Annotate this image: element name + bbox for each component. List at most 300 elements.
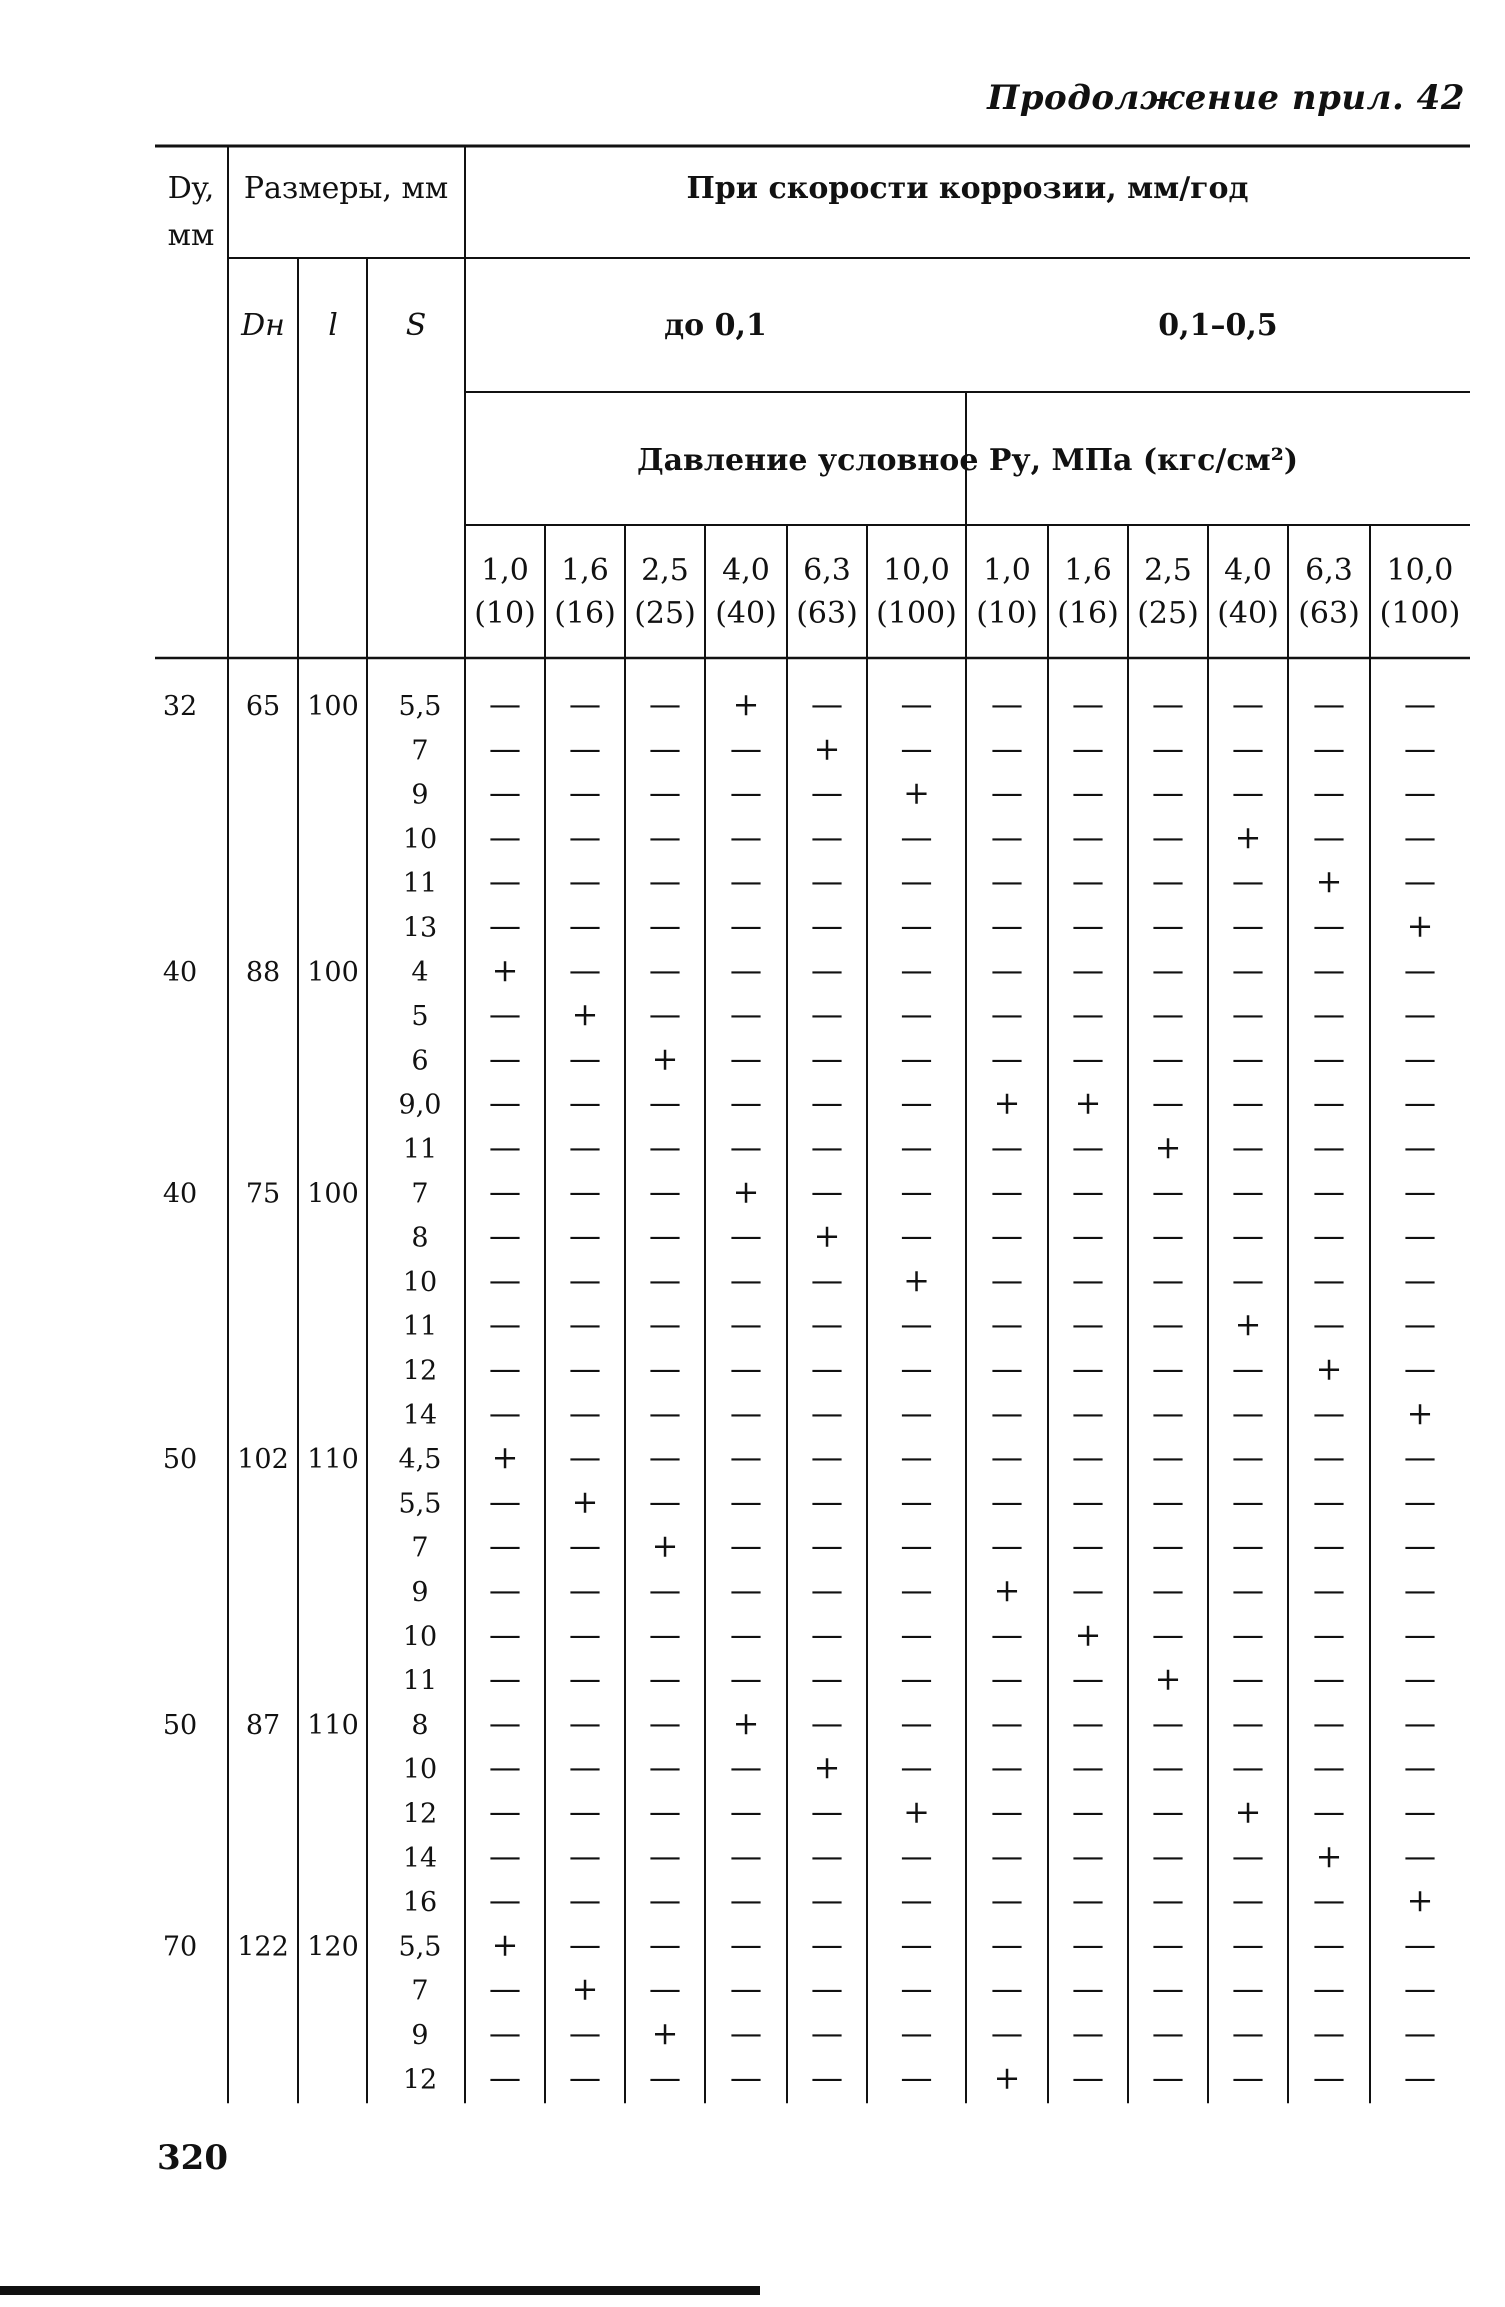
- cell-dy: 70: [162, 1931, 198, 1963]
- cell-minus: —: [900, 817, 933, 856]
- cell-minus: —: [649, 950, 681, 989]
- cell-minus: —: [1152, 1349, 1184, 1388]
- cell-plus: +: [1315, 1836, 1343, 1875]
- cell-minus: —: [900, 1128, 933, 1166]
- cell-minus: —: [730, 1969, 762, 2008]
- cell-s: 6: [411, 1045, 429, 1077]
- cell-s: 11: [402, 1311, 438, 1343]
- cell-minus: —: [569, 1571, 601, 1609]
- cell-plus: +: [1406, 906, 1434, 945]
- cell-minus: —: [730, 1659, 762, 1698]
- cell-minus: —: [649, 1836, 681, 1875]
- cell-minus: —: [489, 1748, 521, 1787]
- cell-minus: —: [1404, 685, 1436, 723]
- cell-minus: —: [991, 906, 1023, 945]
- cell-minus: —: [1152, 1748, 1184, 1787]
- cell-s: 10: [402, 1754, 438, 1786]
- cell-minus: —: [489, 685, 521, 723]
- cell-minus: —: [649, 1083, 681, 1122]
- cell-minus: —: [811, 1571, 843, 1609]
- cell-minus: —: [569, 1792, 601, 1831]
- cell-plus: +: [993, 1571, 1021, 1609]
- header-dy-unit: мм: [167, 218, 215, 253]
- table-row: [403, 1748, 1436, 1786]
- cell-minus: —: [489, 1659, 521, 1698]
- cell-plus: +: [491, 1925, 519, 1964]
- cell-minus: —: [991, 1659, 1023, 1698]
- cell-minus: —: [1404, 1792, 1436, 1831]
- cell-minus: —: [1313, 1393, 1345, 1432]
- cell-minus: —: [649, 817, 681, 856]
- cell-minus: —: [649, 1969, 681, 2008]
- cell-s: 9: [411, 779, 429, 811]
- cell-minus: —: [1404, 995, 1436, 1034]
- header-dy: Dy,: [167, 171, 215, 206]
- cell-minus: —: [1313, 1748, 1345, 1787]
- cell-minus: —: [900, 1615, 933, 1654]
- cell-minus: —: [730, 1128, 762, 1166]
- cell-l: 120: [307, 1931, 359, 1963]
- table-row: [403, 862, 1436, 900]
- cell-s: 12: [402, 1355, 438, 1387]
- cell-minus: —: [1404, 1703, 1436, 1742]
- cell-minus: —: [1232, 1881, 1264, 1920]
- cell-minus: —: [900, 1836, 933, 1875]
- table-row: [163, 1704, 1436, 1742]
- cell-minus: —: [991, 1260, 1023, 1299]
- cell-minus: —: [900, 950, 933, 989]
- cell-minus: —: [811, 685, 843, 723]
- cell-minus: —: [649, 1571, 681, 1609]
- table-row: [411, 1970, 1436, 2008]
- cell-minus: —: [730, 1881, 762, 1920]
- cell-minus: —: [811, 1039, 843, 1078]
- group-high-corrosion: 0,1–0,5: [1158, 308, 1278, 343]
- cell-minus: —: [1232, 1083, 1264, 1122]
- cell-s: 11: [402, 868, 438, 900]
- cell-minus: —: [489, 773, 521, 812]
- cell-minus: —: [569, 729, 601, 768]
- cell-minus: —: [1404, 1438, 1436, 1477]
- cell-minus: —: [900, 1349, 933, 1388]
- cell-plus: +: [1406, 1881, 1434, 1920]
- cell-minus: —: [569, 2058, 601, 2097]
- cell-dn: 122: [237, 1931, 289, 1963]
- table-row: [163, 685, 1436, 723]
- cell-l: 100: [307, 956, 359, 988]
- cell-minus: —: [1404, 1260, 1436, 1299]
- cell-minus: —: [1313, 817, 1345, 856]
- table-row: [403, 1261, 1436, 1299]
- cell-minus: —: [1072, 1925, 1104, 1964]
- cell-minus: —: [569, 685, 601, 723]
- pressure-kgs: (25): [1137, 596, 1199, 631]
- cell-minus: —: [1232, 2058, 1264, 2097]
- cell-minus: —: [1152, 685, 1184, 723]
- pressure-kgs: (100): [876, 596, 957, 631]
- pressure-mpa: 2,5: [1144, 553, 1192, 588]
- cell-dn: 87: [245, 1709, 281, 1741]
- cell-minus: —: [991, 1482, 1023, 1521]
- cell-minus: —: [900, 1393, 933, 1432]
- cell-minus: —: [730, 2014, 762, 2052]
- cell-minus: —: [811, 950, 843, 989]
- cell-plus: +: [651, 1039, 679, 1078]
- cell-minus: —: [1072, 906, 1104, 945]
- cell-minus: —: [991, 1615, 1023, 1654]
- cell-minus: —: [649, 685, 681, 723]
- cell-minus: —: [649, 2058, 681, 2097]
- pressure-kgs: (63): [796, 596, 858, 631]
- cell-minus: —: [1232, 773, 1264, 812]
- cell-minus: —: [991, 1792, 1023, 1831]
- cell-minus: —: [1232, 1216, 1264, 1255]
- cell-minus: —: [1232, 1482, 1264, 1521]
- cell-minus: —: [1404, 1216, 1436, 1255]
- cell-minus: —: [811, 906, 843, 945]
- cell-l: 100: [307, 691, 359, 722]
- cell-plus: +: [732, 1703, 760, 1742]
- cell-minus: —: [649, 1349, 681, 1388]
- cell-minus: —: [1232, 1526, 1264, 1565]
- cell-minus: —: [1404, 1083, 1436, 1122]
- cell-minus: —: [1313, 1305, 1345, 1344]
- cell-minus: —: [1232, 729, 1264, 768]
- table-row: [411, 1039, 1436, 1077]
- cell-minus: —: [1404, 1349, 1436, 1388]
- cell-s: 5,5: [398, 691, 442, 722]
- pressure-mpa: 1,6: [561, 553, 609, 588]
- cell-minus: —: [1072, 1260, 1104, 1299]
- cell-minus: —: [991, 1703, 1023, 1742]
- cell-minus: —: [1072, 1438, 1104, 1477]
- cell-minus: —: [1152, 773, 1184, 812]
- cell-minus: —: [1152, 995, 1184, 1034]
- cell-minus: —: [730, 950, 762, 989]
- cell-minus: —: [900, 906, 933, 945]
- cell-minus: —: [900, 1305, 933, 1344]
- cell-dy: 40: [162, 956, 198, 988]
- cell-minus: —: [811, 1172, 843, 1211]
- table-row: [403, 1615, 1436, 1653]
- cell-l: 110: [307, 1444, 359, 1476]
- cell-minus: —: [730, 1748, 762, 1787]
- cell-minus: —: [730, 1482, 762, 1521]
- pressure-mpa: 1,0: [481, 553, 529, 588]
- cell-minus: —: [1232, 2014, 1264, 2052]
- cell-minus: —: [649, 1703, 681, 1742]
- cell-minus: —: [991, 2014, 1023, 2052]
- cell-minus: —: [811, 1305, 843, 1344]
- table-row: [411, 1527, 1436, 1565]
- cell-minus: —: [1232, 1659, 1264, 1698]
- cell-minus: —: [569, 1925, 601, 1964]
- cell-minus: —: [1152, 1615, 1184, 1654]
- pressure-mpa: 6,3: [1305, 553, 1353, 588]
- cell-minus: —: [900, 1216, 933, 1255]
- cell-minus: —: [1072, 1526, 1104, 1565]
- cell-plus: +: [993, 2058, 1021, 2097]
- cell-s: 7: [411, 1975, 429, 2007]
- cell-plus: +: [903, 1792, 930, 1831]
- cell-minus: —: [1404, 2014, 1436, 2052]
- cell-minus: —: [730, 1438, 762, 1477]
- cell-minus: —: [649, 862, 681, 901]
- table-row: [163, 1172, 1436, 1210]
- cell-minus: —: [1404, 729, 1436, 768]
- cell-minus: —: [900, 1039, 933, 1078]
- cell-minus: —: [1313, 1216, 1345, 1255]
- cell-minus: —: [900, 1526, 933, 1565]
- cell-minus: —: [569, 1836, 601, 1875]
- cell-minus: —: [1313, 1172, 1345, 1211]
- cell-minus: —: [569, 1260, 601, 1299]
- cell-plus: +: [1234, 817, 1262, 856]
- cell-minus: —: [730, 1526, 762, 1565]
- cell-minus: —: [900, 1482, 933, 1521]
- cell-minus: —: [730, 906, 762, 945]
- cell-minus: —: [489, 1039, 521, 1078]
- cell-minus: —: [811, 1969, 843, 2008]
- pressure-kgs: (16): [1057, 596, 1119, 631]
- cell-minus: —: [730, 1083, 762, 1122]
- cell-minus: —: [1152, 1039, 1184, 1078]
- cell-minus: —: [1313, 1571, 1345, 1609]
- cell-minus: —: [991, 1836, 1023, 1875]
- cell-minus: —: [1232, 1925, 1264, 1964]
- cell-minus: —: [649, 1792, 681, 1831]
- header-sizes: Размеры, мм: [243, 171, 449, 206]
- cell-minus: —: [1152, 1571, 1184, 1609]
- cell-minus: —: [1072, 1482, 1104, 1521]
- cell-minus: —: [1072, 1172, 1104, 1211]
- cell-s: 9: [411, 1577, 429, 1608]
- cell-plus: +: [1154, 1128, 1182, 1166]
- cell-minus: —: [991, 817, 1023, 856]
- cell-minus: —: [489, 1393, 521, 1432]
- cell-minus: —: [569, 1349, 601, 1388]
- cell-minus: —: [649, 729, 681, 768]
- cell-minus: —: [991, 1393, 1023, 1432]
- pressure-mpa: 6,3: [803, 553, 851, 588]
- cell-minus: —: [900, 685, 933, 723]
- cell-minus: —: [1152, 1172, 1184, 1211]
- cell-minus: —: [1072, 1748, 1104, 1787]
- cell-minus: —: [1072, 1349, 1104, 1388]
- cell-minus: —: [489, 1083, 521, 1122]
- cell-minus: —: [569, 1039, 601, 1078]
- cell-plus: +: [1234, 1792, 1262, 1831]
- cell-minus: —: [489, 1260, 521, 1299]
- cell-minus: —: [811, 1482, 843, 1521]
- cell-minus: —: [1232, 1969, 1264, 2008]
- cell-minus: —: [569, 1305, 601, 1344]
- cell-minus: —: [1232, 1438, 1264, 1477]
- cell-minus: —: [730, 1393, 762, 1432]
- cell-minus: —: [649, 1216, 681, 1255]
- cell-minus: —: [1404, 817, 1436, 856]
- cell-minus: —: [489, 2014, 521, 2052]
- cell-minus: —: [991, 1748, 1023, 1787]
- cell-minus: —: [1404, 1482, 1436, 1521]
- cell-minus: —: [569, 950, 601, 989]
- cell-s: 5,5: [398, 1488, 442, 1520]
- cell-minus: —: [489, 817, 521, 856]
- cell-minus: —: [489, 995, 521, 1034]
- cell-minus: —: [900, 2058, 933, 2097]
- table-row: [163, 951, 1436, 989]
- pressure-kgs: (63): [1298, 596, 1360, 631]
- cell-minus: —: [991, 862, 1023, 901]
- cell-plus: +: [571, 995, 599, 1034]
- cell-minus: —: [1404, 1925, 1436, 1964]
- pressure-kgs: (100): [1379, 596, 1461, 631]
- cell-minus: —: [1404, 950, 1436, 989]
- cell-plus: +: [813, 1748, 841, 1787]
- cell-minus: —: [991, 773, 1023, 812]
- cell-minus: —: [1072, 685, 1104, 723]
- cell-minus: —: [900, 729, 933, 768]
- cell-minus: —: [1404, 1571, 1436, 1609]
- cell-s: 13: [402, 912, 438, 944]
- cell-s: 7: [411, 1178, 429, 1210]
- cell-s: 12: [402, 2064, 438, 2096]
- cell-minus: —: [730, 773, 762, 812]
- cell-s: 7: [411, 1532, 429, 1564]
- cell-minus: —: [649, 1482, 681, 1521]
- cell-plus: +: [732, 685, 760, 723]
- cell-plus: +: [732, 1172, 760, 1211]
- cell-minus: —: [991, 729, 1023, 768]
- cell-minus: —: [811, 1659, 843, 1698]
- cell-minus: —: [649, 773, 681, 812]
- cell-plus: +: [813, 1216, 841, 1255]
- table-row: [403, 1305, 1436, 1343]
- table-row: [411, 774, 1436, 812]
- cell-minus: —: [811, 1792, 843, 1831]
- cell-minus: —: [1404, 1526, 1436, 1565]
- cell-minus: —: [489, 1969, 521, 2008]
- cell-dy: 50: [162, 1444, 198, 1476]
- cell-s: 7: [411, 735, 429, 767]
- table-row: [403, 907, 1434, 945]
- cell-minus: —: [569, 1393, 601, 1432]
- cell-minus: —: [569, 1748, 601, 1787]
- cell-minus: —: [569, 1526, 601, 1565]
- cell-minus: —: [730, 1925, 762, 1964]
- cell-minus: —: [1404, 1172, 1436, 1211]
- cell-minus: —: [991, 1925, 1023, 1964]
- cell-minus: —: [1404, 1039, 1436, 1078]
- cell-minus: —: [489, 1881, 521, 1920]
- table-row: [403, 1881, 1434, 1919]
- cell-minus: —: [1313, 1438, 1345, 1477]
- table-row: [403, 1128, 1436, 1166]
- cell-minus: —: [489, 862, 521, 901]
- cell-minus: —: [1152, 1969, 1184, 2008]
- header-l: l: [328, 308, 338, 343]
- pressure-kgs: (40): [1217, 596, 1279, 631]
- cell-minus: —: [1313, 1615, 1345, 1654]
- cell-minus: —: [569, 1083, 601, 1122]
- cell-minus: —: [1152, 862, 1184, 901]
- cell-minus: —: [1404, 1128, 1436, 1166]
- cell-minus: —: [1152, 1925, 1184, 1964]
- cell-minus: —: [811, 1836, 843, 1875]
- cell-minus: —: [1072, 950, 1104, 989]
- cell-minus: —: [1152, 2058, 1184, 2097]
- cell-minus: —: [730, 995, 762, 1034]
- cell-minus: —: [811, 1349, 843, 1388]
- cell-minus: —: [1313, 1703, 1345, 1742]
- table-row: [399, 1482, 1436, 1520]
- cell-minus: —: [1072, 1659, 1104, 1698]
- cell-minus: —: [1232, 1260, 1264, 1299]
- cell-minus: —: [811, 773, 843, 812]
- cell-minus: —: [1072, 729, 1104, 768]
- cell-minus: —: [1152, 1260, 1184, 1299]
- cell-minus: —: [1152, 1393, 1184, 1432]
- cell-minus: —: [1232, 995, 1264, 1034]
- cell-minus: —: [811, 1881, 843, 1920]
- cell-minus: —: [900, 1083, 933, 1122]
- cell-minus: —: [991, 1305, 1023, 1344]
- cell-plus: +: [651, 1526, 679, 1565]
- cell-minus: —: [900, 1438, 933, 1477]
- table-row: [163, 1925, 1436, 1963]
- cell-minus: —: [1072, 2058, 1104, 2097]
- continuation-note: Продолжение прил. 42: [987, 78, 1465, 118]
- cell-minus: —: [569, 1172, 601, 1211]
- cell-minus: —: [991, 1438, 1023, 1477]
- pressure-kgs: (10): [474, 596, 536, 631]
- pressure-mpa: 1,6: [1064, 553, 1112, 588]
- cell-minus: —: [811, 1393, 843, 1432]
- cell-plus: +: [1315, 1349, 1343, 1388]
- cell-minus: —: [1232, 1571, 1264, 1609]
- cell-minus: —: [1404, 862, 1436, 901]
- cell-s: 4: [411, 956, 429, 988]
- cell-minus: —: [1072, 1703, 1104, 1742]
- table-row: [403, 1350, 1436, 1388]
- cell-minus: —: [811, 862, 843, 901]
- cell-minus: —: [649, 1305, 681, 1344]
- table-row: [403, 1837, 1436, 1875]
- cell-minus: —: [1152, 817, 1184, 856]
- cell-minus: —: [489, 1128, 521, 1166]
- cell-minus: —: [730, 729, 762, 768]
- cell-minus: —: [489, 1482, 521, 1521]
- cell-minus: —: [1232, 1615, 1264, 1654]
- cell-minus: —: [1232, 1349, 1264, 1388]
- cell-minus: —: [489, 1836, 521, 1875]
- cell-plus: +: [571, 1969, 599, 2008]
- cell-minus: —: [1232, 862, 1264, 901]
- cell-minus: —: [649, 1881, 681, 1920]
- cell-minus: —: [489, 1615, 521, 1654]
- cell-dn: 88: [245, 956, 281, 988]
- cell-minus: —: [811, 817, 843, 856]
- cell-minus: —: [489, 906, 521, 945]
- cell-l: 110: [307, 1709, 359, 1741]
- cell-minus: —: [1072, 1881, 1104, 1920]
- cell-minus: —: [1404, 1659, 1436, 1698]
- cell-dn: 65: [245, 691, 281, 722]
- cell-minus: —: [991, 1881, 1023, 1920]
- cell-minus: —: [1072, 1305, 1104, 1344]
- cell-minus: —: [991, 1969, 1023, 2008]
- cell-minus: —: [1313, 995, 1345, 1034]
